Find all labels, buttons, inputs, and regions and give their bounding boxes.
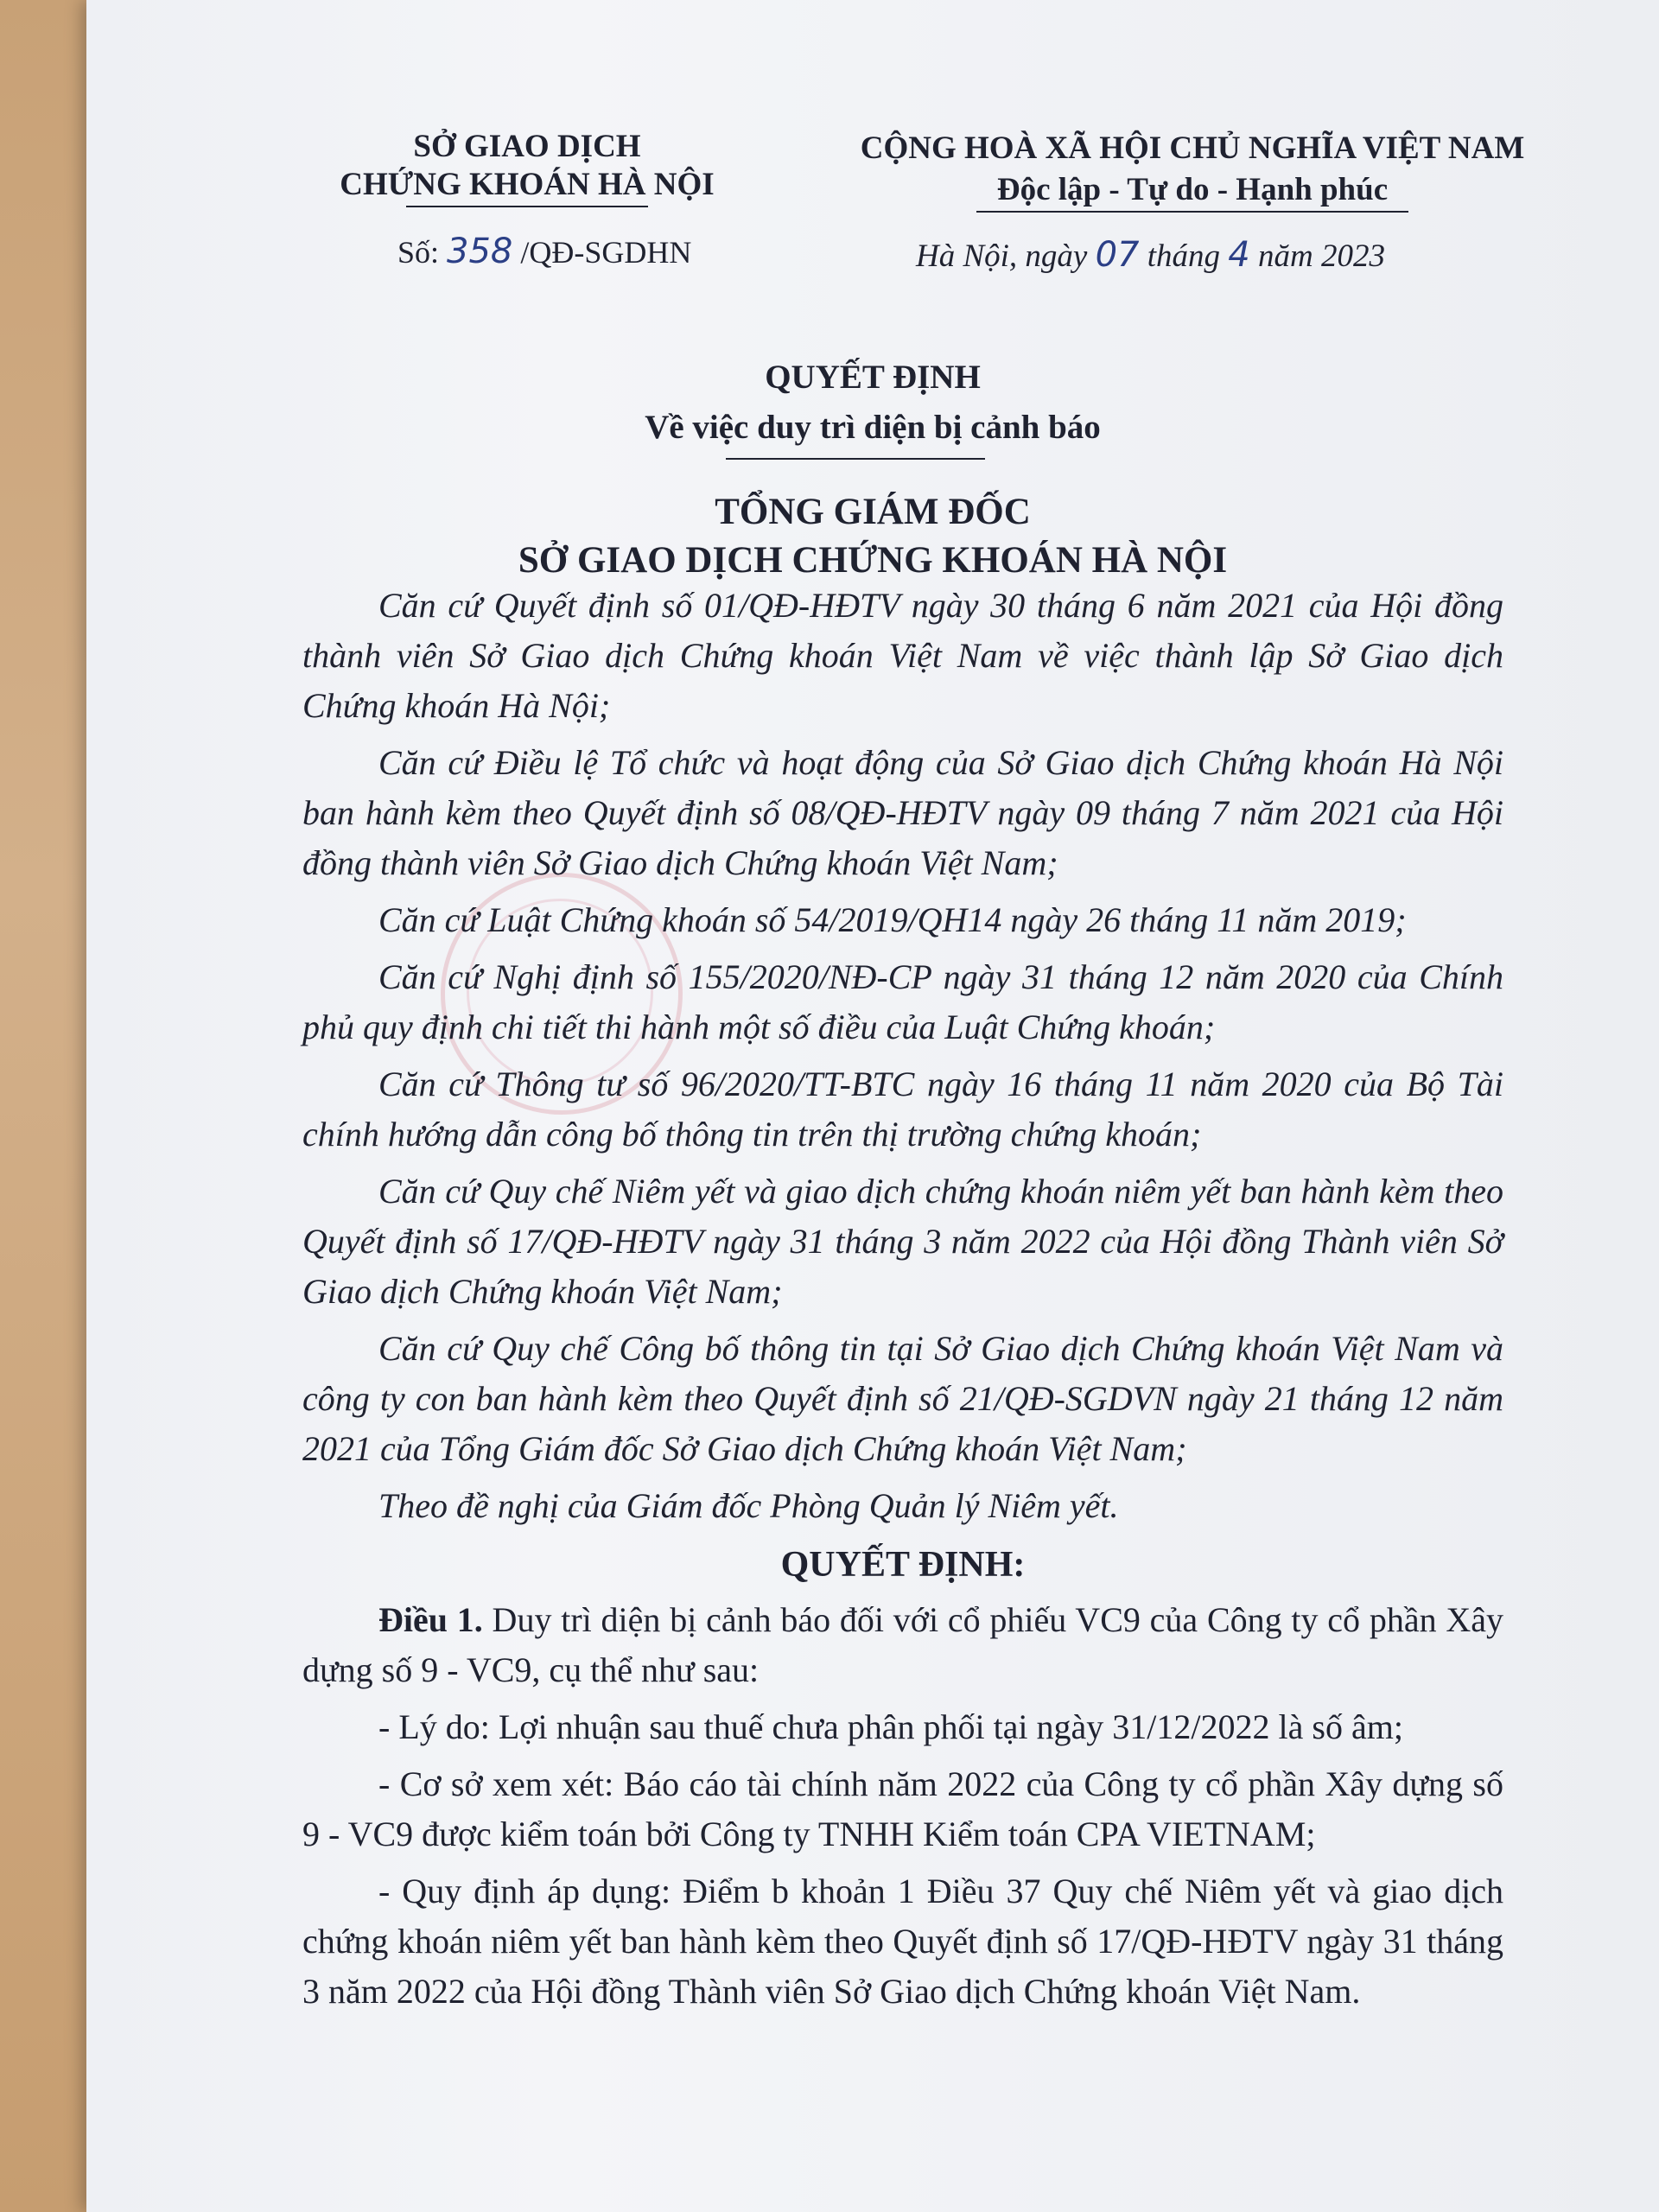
issuing-organization xyxy=(285,128,769,207)
date-year: năm 2023 xyxy=(1258,238,1385,274)
date-month-word: tháng xyxy=(1147,238,1221,274)
title-line1: QUYẾT ĐỊNH xyxy=(765,359,981,396)
article-1 xyxy=(302,1595,1503,1695)
doc-no-handwritten: 358 xyxy=(447,232,513,271)
org-name-line1: SỞ GIAO DỊCH xyxy=(413,129,641,164)
article-1-text: Duy trì diện bị cảnh báo đối với cổ phiếu VC9 của Công ty cổ phần Xây dựng số 9 - VC9, cụ thể như sau: xyxy=(302,1600,1504,1689)
document-body xyxy=(302,581,1503,2024)
document-number xyxy=(397,232,691,271)
org-name-line2: CHỨNG KHOÁN HÀ NỘI xyxy=(340,167,715,202)
national-motto xyxy=(812,128,1573,213)
ground-paragraph: Căn cứ Quy chế Niêm yết và giao dịch chứng khoán niêm yết ban hành kèm theo Quyết định số 17/QĐ-HĐTV ngày 31 tháng 3 năm 2022 của Hội đồng Thành viên Sở Giao dịch Chứng khoán Việt Nam; xyxy=(302,1172,1503,1311)
doc-no-prefix: Số: xyxy=(397,235,440,270)
date-month-handwritten: 4 xyxy=(1228,235,1250,275)
ground-paragraph: Căn cứ Thông tư số 96/2020/TT-BTC ngày 16 tháng 11 năm 2020 của Bộ Tài chính hướng dẫn công bố thông tin trên thị trường chứng khoán; xyxy=(302,1065,1503,1154)
article-1-item: - Cơ sở xem xét: Báo cáo tài chính năm 2022 của Công ty cổ phần Xây dựng số 9 - VC9 được kiểm toán bởi Công ty TNHH Kiểm toán CPA VIETNAM; xyxy=(302,1764,1503,1853)
date-prefix: Hà Nội, ngày xyxy=(916,238,1088,274)
article-1-label: Điều 1. xyxy=(378,1600,483,1639)
ground-paragraph: Căn cứ Điều lệ Tổ chức và hoạt động của Sở Giao dịch Chứng khoán Hà Nội ban hành kèm theo Quyết định số 08/QĐ-HĐTV ngày 09 tháng 7 năm 2021 của Hội đồng thành viên Sở Giao dịch Chứng khoán Việt Nam; xyxy=(302,743,1503,882)
motto: Độc lập - Tự do - Hạnh phúc xyxy=(996,172,1389,207)
article-1-item: - Quy định áp dụng: Điểm b khoản 1 Điều 37 Quy chế Niêm yết và giao dịch chứng khoán niêm yết ban hành kèm theo Quyết định số 17/QĐ-HĐTV ngày 31 tháng 3 năm 2022 của Hội đồng Thành viên Sở Giao dịch Chứng khoán Việt Nam. xyxy=(302,1872,1503,2011)
ground-paragraph: Theo đề nghị của Giám đốc Phòng Quản lý Niêm yết. xyxy=(378,1486,1119,1525)
ground-paragraph: Căn cứ Nghị định số 155/2020/NĐ-CP ngày 31 tháng 12 năm 2020 của Chính phủ quy định chi tiết thi hành một số điều của Luật Chứng khoán; xyxy=(302,957,1503,1046)
authority-line2: SỞ GIAO DỊCH CHỨNG KHOÁN HÀ NỘI xyxy=(518,540,1228,581)
nation-name: CỘNG HOÀ XÃ HỘI CHỦ NGHĨA VIỆT NAM xyxy=(860,130,1525,166)
article-1-item: - Lý do: Lợi nhuận sau thuế chưa phân phối tại ngày 31/12/2022 là số âm; xyxy=(378,1707,1403,1746)
place-and-date xyxy=(916,235,1385,275)
org-underline xyxy=(406,206,648,207)
title-underline xyxy=(726,458,985,460)
decision-heading: QUYẾT ĐỊNH: xyxy=(780,1545,1026,1585)
authority-line1: TỔNG GIÁM ĐỐC xyxy=(715,492,1031,532)
document-title xyxy=(86,353,1659,460)
ground-paragraph: Căn cứ Luật Chứng khoán số 54/2019/QH14 ngày 26 tháng 11 năm 2019; xyxy=(378,900,1407,939)
ground-paragraph: Căn cứ Quy chế Công bố thông tin tại Sở Giao dịch Chứng khoán Việt Nam và công ty con ban hành kèm theo Quyết định số 21/QĐ-SGDVN ngày 21 tháng 12 năm 2021 của Tổng Giám đốc Sở Giao dịch Chứng khoán Việt Nam; xyxy=(302,1329,1503,1468)
date-day-handwritten: 07 xyxy=(1095,235,1140,275)
motto-underline xyxy=(976,211,1408,213)
doc-no-suffix: /QĐ-SGDHN xyxy=(520,235,692,270)
issuing-authority xyxy=(86,488,1659,585)
title-line2: Về việc duy trì diện bị cảnh báo xyxy=(645,409,1101,446)
ground-paragraph: Căn cứ Quyết định số 01/QĐ-HĐTV ngày 30 tháng 6 năm 2021 của Hội đồng thành viên Sở Giao dịch Chứng khoán Việt Nam về việc thành lập Sở Giao dịch Chứng khoán Hà Nội; xyxy=(302,586,1503,725)
